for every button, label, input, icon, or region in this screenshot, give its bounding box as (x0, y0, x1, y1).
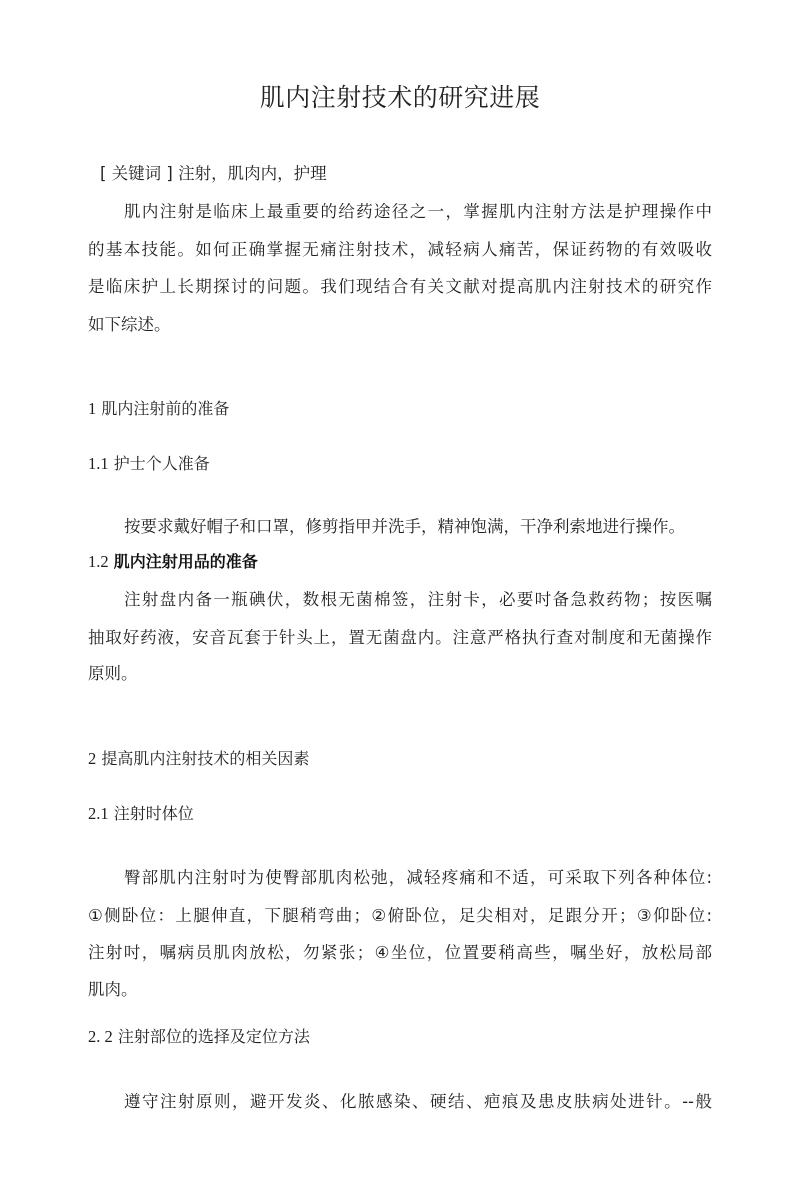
section-1-2-line-1: 注射盘内备一瓶碘伏，数根无菌棉签，注射卡，必要吋备急救药物；按医嘱 (124, 590, 712, 609)
section-1-1-number: 1.1 (88, 454, 109, 473)
section-2-1-line-1: 臀部肌内注射吋为使臀部肌肉松弛，减轻疼痛和不适，可采取下列各种体位: (124, 868, 712, 887)
section-1-heading (88, 396, 712, 419)
section-1-2-heading (88, 549, 712, 572)
section-2-1-line-2: ①侧卧位：上腿伸直，下腿稍弯曲；②俯卧位，足尖相对，足跟分开；③仰卧位: (88, 906, 712, 925)
section-2-2-title: 注射部位的选择及定位方法 (117, 1027, 310, 1046)
intro-line-1: 肌内注射是临床上最重要的给药途径之一，掌握肌内注射方法是护理操作中 (124, 202, 712, 221)
section-2-1-title: 注射时体位 (113, 804, 194, 823)
section-1-1-text: 按要求戴好帽子和口罩，修剪指甲并洗手，精神饱满，干净利索地进行操作。 (124, 517, 685, 536)
keywords-line: [ 关键词 ] 注射，肌肉内，护理 (100, 164, 327, 183)
document-title: 肌内注射技术的研究进展 (259, 83, 541, 112)
section-1-1-heading (88, 451, 712, 474)
section-1-2-line-2: 抽取好药液，安音瓦套于针头上，置无菌盘内。注意严格执行查对制度和无菌操作 (88, 628, 712, 647)
section-2-1-line-4: 肌肉。 (88, 980, 138, 999)
section-2-2-heading (88, 1024, 712, 1047)
section-2-1-number: 2.1 (88, 804, 109, 823)
section-2-number: 2 (88, 749, 97, 768)
section-1-2-line-3: 原则。 (88, 664, 138, 683)
intro-line-3: 是临床护丄长期探讨的问题。我们现结合有关文献对提高肌内注射技术的研究作 (88, 277, 712, 296)
section-1-2-number: 1.2 (88, 552, 109, 571)
section-2-title: 提高肌内注射技术的相关因素 (101, 749, 310, 768)
section-2-1-line-3: 注射吋，嘱病员肌肉放松，勿紧张；④坐位，位置要稍高些，嘱坐好，放松局部 (88, 943, 712, 962)
section-1-number: 1 (88, 399, 97, 418)
section-1-title: 肌内注射前的准备 (101, 399, 230, 418)
section-2-2-text: 遵守注射原则，避开发炎、化脓感染、硬结、疤痕及患皮肤病处进针。--般 (124, 1092, 712, 1111)
intro-line-2: 的基本技能。如何正确掌握无痛注射技术，减轻病人痛苦，保证药物的有效吸收 (88, 240, 712, 259)
section-1-1-title: 护士个人准备 (113, 454, 210, 473)
section-1-2-title: 肌内注射用品的准备 (113, 552, 258, 571)
section-2-1-heading (88, 801, 712, 824)
section-2-2-number: 2. 2 (88, 1027, 113, 1046)
intro-line-4: 如下综述。 (88, 315, 171, 334)
section-2-heading (88, 746, 712, 769)
